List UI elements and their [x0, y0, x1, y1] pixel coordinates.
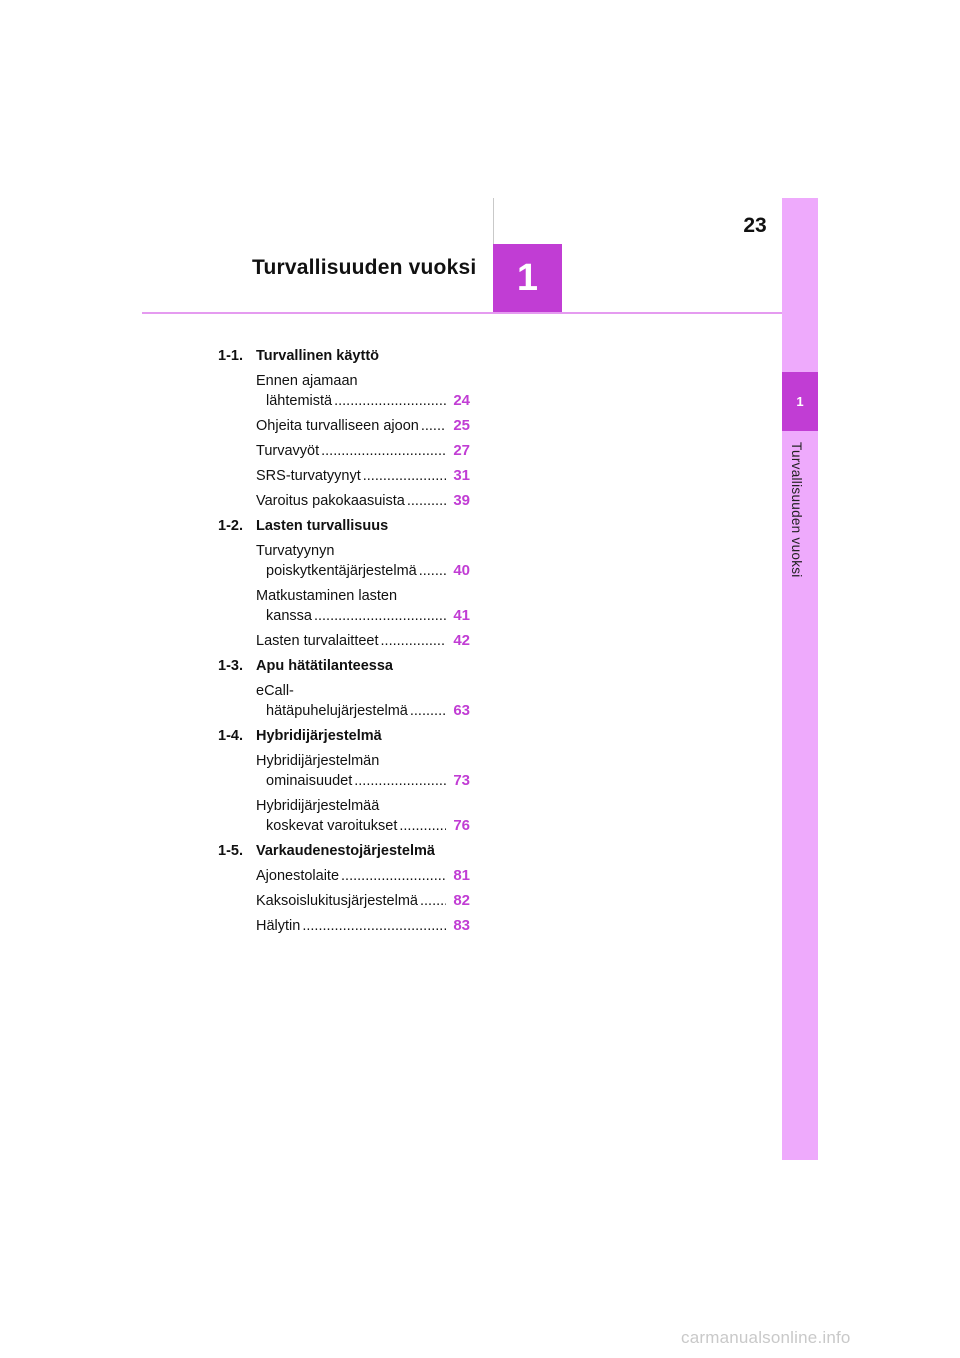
toc-entry-line [256, 466, 470, 486]
toc-entry-text: kanssa [266, 608, 312, 624]
dot-leader [420, 891, 446, 911]
toc-entry[interactable] [256, 916, 470, 936]
dot-leader [407, 491, 446, 511]
toc-entry-line [256, 816, 470, 836]
toc-entry-text: Lasten turvalaitteet [256, 633, 379, 649]
toc-page-link[interactable]: 40 [453, 562, 470, 579]
toc-page-link[interactable]: 41 [453, 607, 470, 624]
toc-section-heading [218, 656, 470, 676]
section-title: Apu hätätilanteessa [256, 658, 393, 674]
side-tab-chapter-1[interactable]: 1 [782, 372, 818, 431]
toc-entry[interactable] [256, 541, 470, 581]
toc-entry[interactable] [256, 891, 470, 911]
toc-entry-text: Ajonestolaite [256, 868, 340, 884]
watermark-logo: carmanualsonline.info [681, 1328, 851, 1347]
toc-entry-line [256, 751, 470, 771]
toc-entry-text: eCall- [256, 683, 294, 699]
side-strip [782, 198, 818, 1160]
section-number: 1-3. [218, 658, 243, 674]
toc-entry-text: koskevat varoitukset [266, 818, 398, 834]
toc-entry-text: lähtemistä [266, 393, 333, 409]
section-title: Turvallinen käyttö [256, 348, 380, 364]
side-tab-label: Turvallisuuden vuoksi [789, 442, 804, 578]
toc-page-link[interactable]: 81 [453, 867, 470, 884]
toc-entry-text: Hälytin [256, 918, 301, 934]
toc-entry[interactable] [256, 796, 470, 836]
toc-entry-line [256, 701, 470, 721]
toc-entry-line [256, 891, 470, 911]
toc-page-link[interactable]: 73 [453, 772, 470, 789]
section-title: Hybridijärjestelmä [256, 728, 382, 744]
chapter-number-box: 1 [493, 244, 562, 313]
dot-leader [321, 441, 446, 461]
toc-entry-text: Turvavyöt [256, 443, 320, 459]
toc-entry-line [256, 391, 470, 411]
toc-entry-text: hätäpuhelujärjestelmä [266, 703, 408, 719]
toc-page-link[interactable]: 76 [453, 817, 470, 834]
dot-leader [314, 606, 446, 626]
toc-entry-line [256, 441, 470, 461]
toc-entry[interactable] [256, 681, 470, 721]
toc-page-link[interactable]: 25 [453, 417, 470, 434]
toc-entry[interactable] [256, 416, 470, 436]
toc-page-link[interactable]: 39 [453, 492, 470, 509]
toc-entry[interactable] [256, 631, 470, 651]
toc-section-heading [218, 346, 470, 366]
toc-section-heading [218, 516, 470, 536]
toc-entry-text: Kaksoislukitusjärjestelmä [256, 893, 418, 909]
table-of-contents [218, 346, 470, 941]
dot-leader [302, 916, 446, 936]
toc-entry[interactable] [256, 466, 470, 486]
toc-page-link[interactable]: 42 [453, 632, 470, 649]
toc-entry-text: SRS-turvatyynyt [256, 468, 361, 484]
section-number: 1-4. [218, 728, 243, 744]
dot-leader [341, 866, 446, 886]
toc-entry-text: Hybridijärjestelmää [256, 798, 380, 814]
toc-entry-line [256, 771, 470, 791]
toc-entry[interactable] [256, 371, 470, 411]
toc-entry-line [256, 866, 470, 886]
toc-entry[interactable] [256, 586, 470, 626]
toc-section-heading [218, 841, 470, 861]
toc-entry-line [256, 916, 470, 936]
toc-entry-text: Ohjeita turvalliseen ajoon [256, 418, 419, 434]
dot-leader [354, 771, 446, 791]
dot-leader [419, 561, 446, 581]
toc-entry-line [256, 681, 470, 701]
toc-entry[interactable] [256, 866, 470, 886]
header-rule [142, 312, 782, 314]
header-divider [493, 198, 494, 244]
dot-leader [421, 416, 446, 436]
page-number: 23 [743, 214, 767, 237]
toc-entry-line [256, 541, 470, 561]
toc-section-heading [218, 726, 470, 746]
toc-page-link[interactable]: 24 [453, 392, 470, 409]
section-title: Varkaudenestojärjestelmä [256, 843, 435, 859]
dot-leader [363, 466, 446, 486]
dot-leader [410, 701, 446, 721]
toc-entry-text: Matkustaminen lasten [256, 588, 398, 604]
chapter-title: Turvallisuuden vuoksi [252, 256, 477, 279]
dot-leader [381, 631, 446, 651]
section-number: 1-5. [218, 843, 243, 859]
toc-page-link[interactable]: 83 [453, 917, 470, 934]
toc-entry-line [256, 796, 470, 816]
dot-leader [399, 816, 446, 836]
toc-entry-text: Hybridijärjestelmän [256, 753, 380, 769]
toc-entry-line [256, 586, 470, 606]
dot-leader [334, 391, 446, 411]
toc-entry[interactable] [256, 441, 470, 461]
toc-page-link[interactable]: 82 [453, 892, 470, 909]
toc-entry-text: poiskytkentäjärjestelmä [266, 563, 417, 579]
toc-entry-line [256, 371, 470, 391]
section-number: 1-2. [218, 518, 243, 534]
toc-entry-line [256, 561, 470, 581]
toc-page-link[interactable]: 27 [453, 442, 470, 459]
toc-entry-line [256, 606, 470, 626]
toc-entry-text: Varoitus pakokaasuista [256, 493, 405, 509]
toc-entry-line [256, 631, 470, 651]
toc-page-link[interactable]: 31 [453, 467, 470, 484]
toc-entry[interactable] [256, 491, 470, 511]
section-title: Lasten turvallisuus [256, 518, 389, 534]
toc-entry-text: Ennen ajamaan [256, 373, 358, 389]
toc-entry-text: Turvatyynyn [256, 543, 335, 559]
toc-entry[interactable] [256, 751, 470, 791]
section-number: 1-1. [218, 348, 243, 364]
toc-entry-line [256, 416, 470, 436]
toc-page-link[interactable]: 63 [453, 702, 470, 719]
toc-entry-line [256, 491, 470, 511]
toc-entry-text: ominaisuudet [266, 773, 353, 789]
